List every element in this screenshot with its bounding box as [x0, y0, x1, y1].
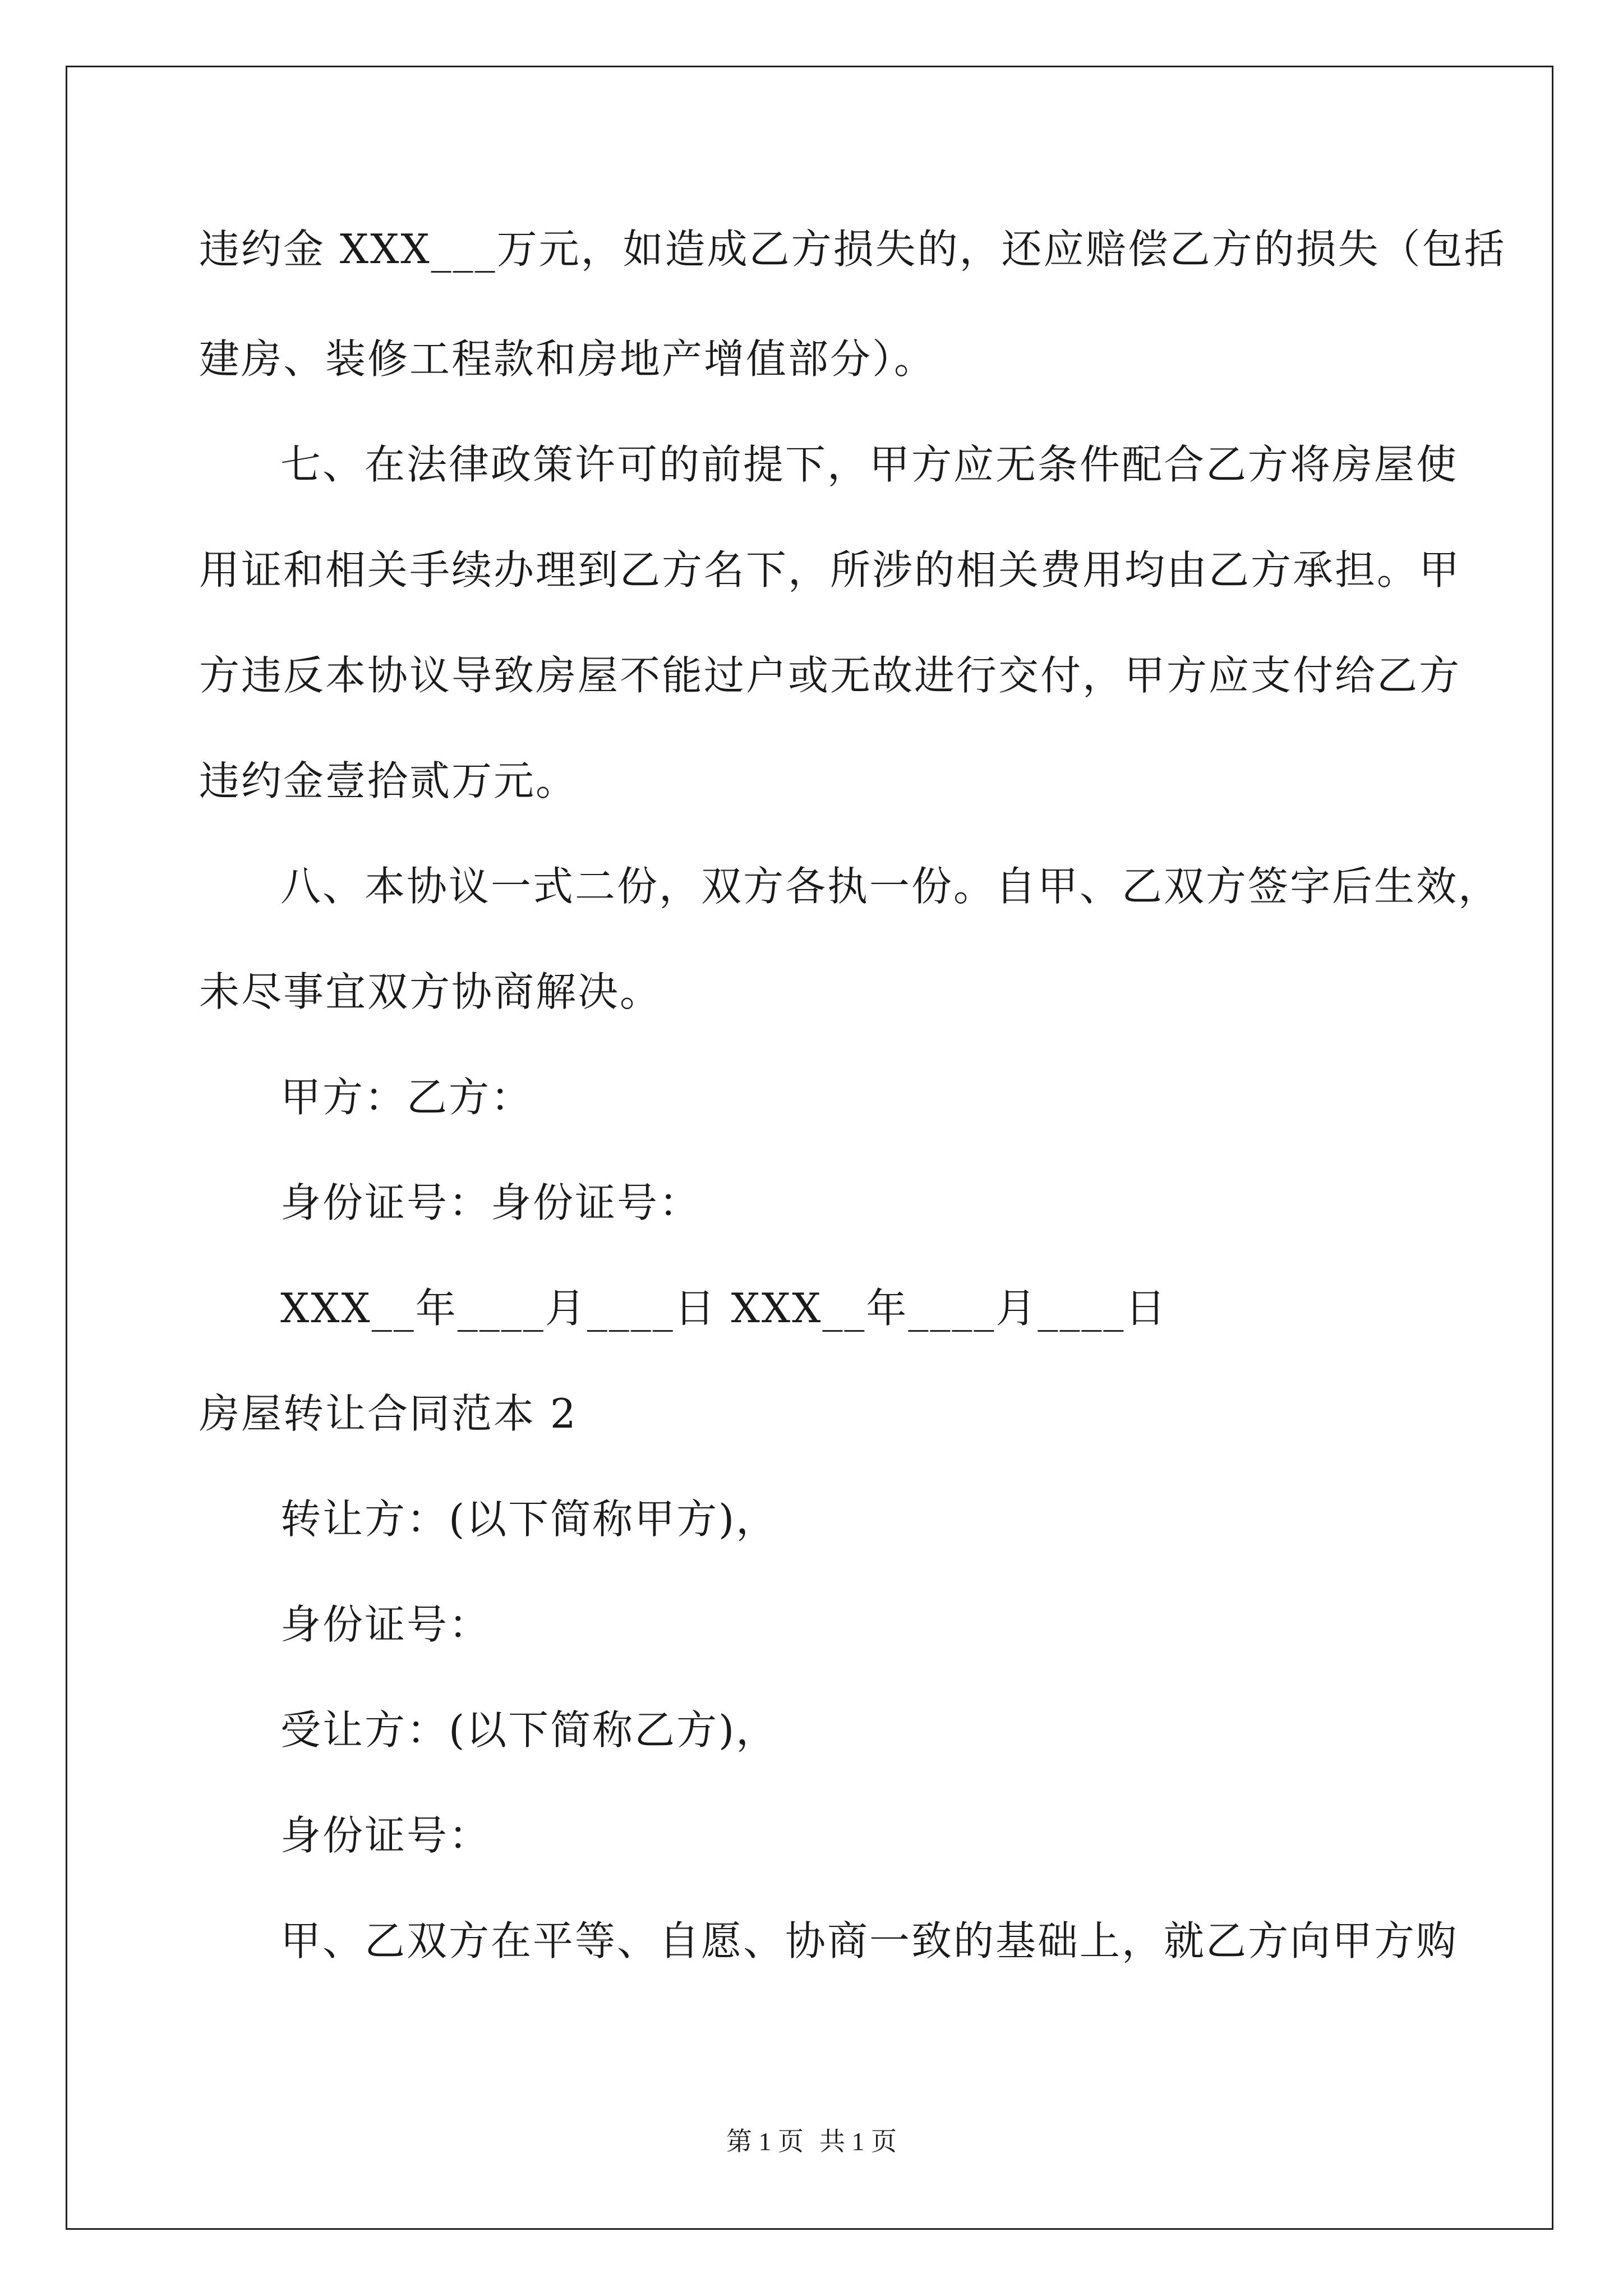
text-line: 未尽事宜双方协商解决。: [199, 968, 662, 1015]
text-line: 违约金壹拾贰万元。: [199, 757, 578, 804]
page-number: 第 1 页: [726, 2127, 804, 2156]
section-title: 房屋转让合同范本 2: [199, 1390, 578, 1437]
text-line: 违约金 XXX___万元，如造成乙方损失的，还应赔偿乙方的损失（包括: [199, 226, 1506, 273]
page-border: [66, 66, 1553, 2230]
text-line: 身份证号：: [280, 1601, 491, 1648]
text-line: 八、本协议一式二份，双方各执一份。自甲、乙双方签字后生效，: [280, 863, 1501, 910]
text-line: 用证和相关手续办理到乙方名下，所涉的相关费用均由乙方承担。甲: [199, 546, 1461, 593]
page-total: 共 1 页: [819, 2127, 897, 2156]
text-line: 受让方：(以下简称乙方)，: [280, 1706, 778, 1754]
date-line: XXX__年____月____日 XXX__年____月____日: [280, 1285, 1168, 1332]
text-line: 甲、乙双方在平等、自愿、协商一致的基础上，就乙方向甲方购: [280, 1917, 1459, 1964]
text-line: 转让方：(以下简称甲方)，: [280, 1496, 778, 1543]
text-line: 建房、装修工程款和房地产增值部分）。: [199, 335, 937, 383]
text-line: 方违反本协议导致房屋不能过户或无故进行交付，甲方应支付给乙方: [199, 652, 1461, 699]
text-line: 身份证号：: [280, 1812, 491, 1859]
text-line: 七、在法律政策许可的前提下，甲方应无条件配合乙方将房屋使: [280, 441, 1459, 488]
text-line: 甲方：乙方：: [280, 1074, 533, 1121]
page-footer: [0, 2125, 1623, 2159]
text-line: 身份证号：身份证号：: [280, 1179, 702, 1226]
